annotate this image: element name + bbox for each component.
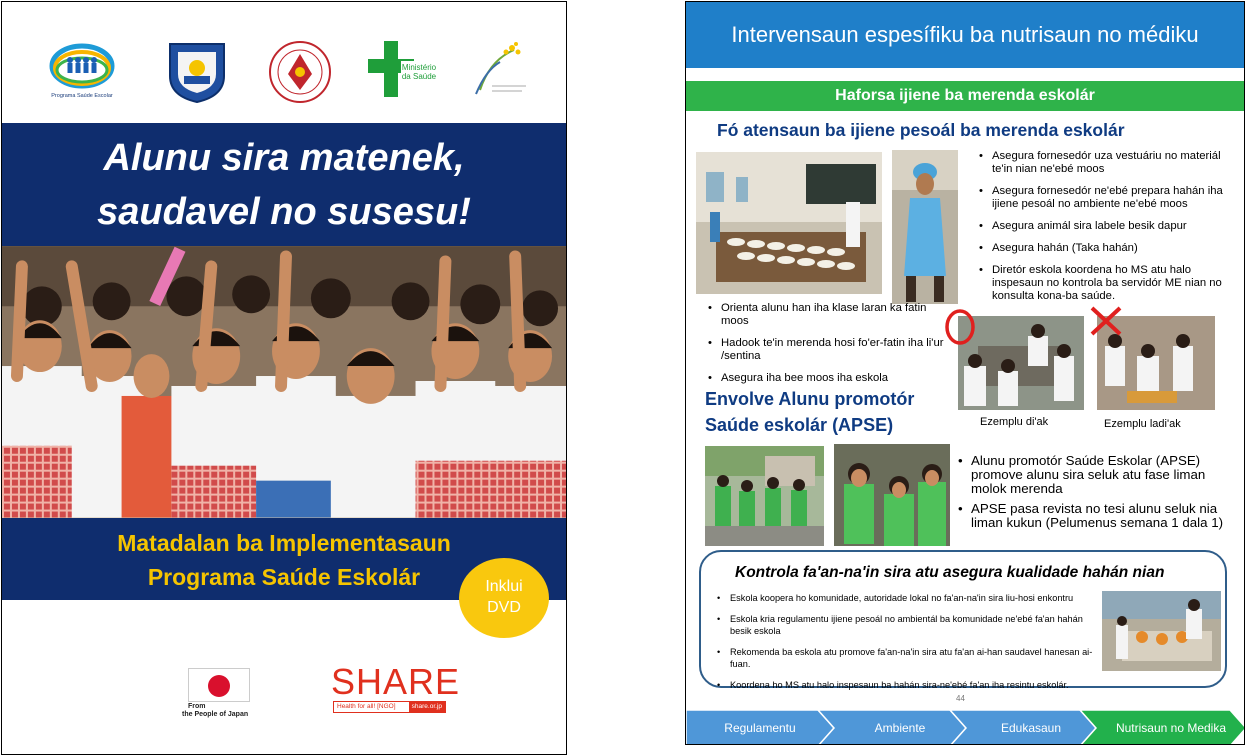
school-kitchen-photo <box>696 152 882 294</box>
japan-flag-logo <box>188 668 250 702</box>
list-item: • Asegura iha bee moos iha eskola <box>708 372 956 385</box>
apse-heading-line-2: Saúde eskolár (APSE) <box>705 415 894 435</box>
list-item: • Diretór eskola koordena ho MS atu halo inspesaun no kontrola ba servidór ME nian no konsulta kona-ba saúde. <box>979 264 1241 303</box>
supplier-checklist <box>979 150 1241 312</box>
vendor-control-title: Kontrola fa'an-na'in sira atu asegura kualidade hahán nian <box>735 564 1165 581</box>
rising-sun-icon <box>208 675 230 697</box>
dvd-badge-line-2: DVD <box>487 599 521 616</box>
list-item: • Hadook te'in merenda hosi fo'er-fatin iha li'ur /sentina <box>708 337 956 363</box>
share-tagline: Health for all! [NGO] <box>337 703 396 710</box>
nail-check-photo <box>834 444 950 546</box>
cook-apron-photo <box>892 150 958 304</box>
ministerio-logo-line2: da Saúde <box>401 72 437 81</box>
bad-example-caption: Ezemplu ladi'ak <box>1104 418 1181 430</box>
headline-banner <box>2 123 566 246</box>
list-item: • Asegura fornesedór uza vestuáriu no materiál te'in nian ne'ebé moos <box>979 150 1241 176</box>
ministerio-logo-line1: Ministério <box>401 63 437 72</box>
japan-tagline-2: the People of Japan <box>182 711 249 718</box>
list-item: • Eskola koopera ho komunidade, autoridade lokal no fa'an-na'in sira liu-hosi enkontru <box>717 592 1102 604</box>
step-ambiente: Ambiente <box>874 721 926 735</box>
share-tagline-bar <box>333 701 446 713</box>
partner-plant-logo <box>470 40 534 104</box>
education-shield-logo <box>166 40 228 104</box>
schoolchildren-photo <box>2 246 566 518</box>
section-bar: Haforsa ijiene ba merenda eskolár <box>686 81 1244 111</box>
list-item: • Asegura fornesedór ne'ebé prepara hahán iha ijiene pesoál no ambiente ne'ebé moos <box>979 185 1241 211</box>
step-nutrisaun-medika: Nutrisaun no Medika <box>1115 721 1227 735</box>
programa-saude-logo-text: Programa Saúde Escolar <box>51 93 113 99</box>
apse-heading-line-1: Envolve Alunu promotór <box>705 389 915 409</box>
vendor-control-box <box>699 550 1227 688</box>
subtitle-line-1: Matadalan ba Implementasaun <box>117 530 451 556</box>
list-item: • Asegura animál sira labele besik dapur <box>979 220 1241 233</box>
partner-logos <box>2 2 566 123</box>
good-example-photo <box>958 316 1084 410</box>
vendor-control-list <box>717 592 1102 700</box>
hygiene-heading: Fó atensaun ba ijiene pesoál ba merenda eskolár <box>717 120 1125 140</box>
intervention-steps <box>686 710 1244 745</box>
headline-line-1: Alunu sira matenek, <box>103 137 465 179</box>
japan-tagline-1: From <box>188 703 206 710</box>
good-example-circle-icon <box>944 307 976 347</box>
student-hygiene-list <box>708 302 956 394</box>
bad-example-cross-icon <box>1088 304 1124 338</box>
nutrition-slide <box>685 1 1245 745</box>
share-url: share.or.jp <box>409 702 445 712</box>
list-item: • Alunu promotór Saúde Eskolar (APSE) promove alunu sira seluk atu fase liman molok merenda <box>958 454 1240 496</box>
apse-list <box>958 454 1240 536</box>
handwashing-photo <box>705 446 824 546</box>
list-item: • Eskola kria regulamentu ijiene pesoál no ambientál ba komunidade ne'ebé fa'an hahán besik eskola <box>717 613 1102 637</box>
subtitle-line-2: Programa Saúde Eskolár <box>147 564 421 590</box>
guide-cover <box>1 1 567 755</box>
list-item: • Rekomenda ba eskola atu promove fa'an-na'in sira atu fa'an ai-han saudavel hanesan ai-fuan. <box>717 646 1102 670</box>
page-number: 44 <box>956 694 965 703</box>
list-item: • Asegura hahán (Taka hahán) <box>979 242 1241 255</box>
national-seal-logo <box>268 40 332 104</box>
food-vendor-photo <box>1102 591 1221 671</box>
good-example-caption: Ezemplu di'ak <box>980 416 1049 428</box>
dvd-badge-line-1: Inklui <box>485 578 523 595</box>
ministerio-saude-logo <box>368 40 438 104</box>
list-item: • Koordena ho MS atu halo inspesaun ba hahán sira-ne'ebé fa'an iha resintu eskolár. <box>717 679 1102 691</box>
list-item: • Orienta alunu han iha klase laran ka fatin moos <box>708 302 956 328</box>
dvd-badge <box>459 558 549 638</box>
headline-line-2: saudavel no susesu! <box>97 191 471 233</box>
programa-saude-logo <box>46 40 118 104</box>
step-edukasaun: Edukasaun <box>1000 721 1062 735</box>
slide-title: Intervensaun espesífiku ba nutrisaun no médiku <box>686 2 1244 68</box>
list-item: • APSE pasa revista no tesi alunu seluk nia liman kukun (Pelumenus semana 1 dala 1) <box>958 502 1240 530</box>
apse-heading <box>705 386 914 438</box>
step-regulamentu: Regulamentu <box>724 721 796 735</box>
share-logo: SHARE <box>331 661 461 702</box>
sponsor-logos <box>2 662 566 752</box>
